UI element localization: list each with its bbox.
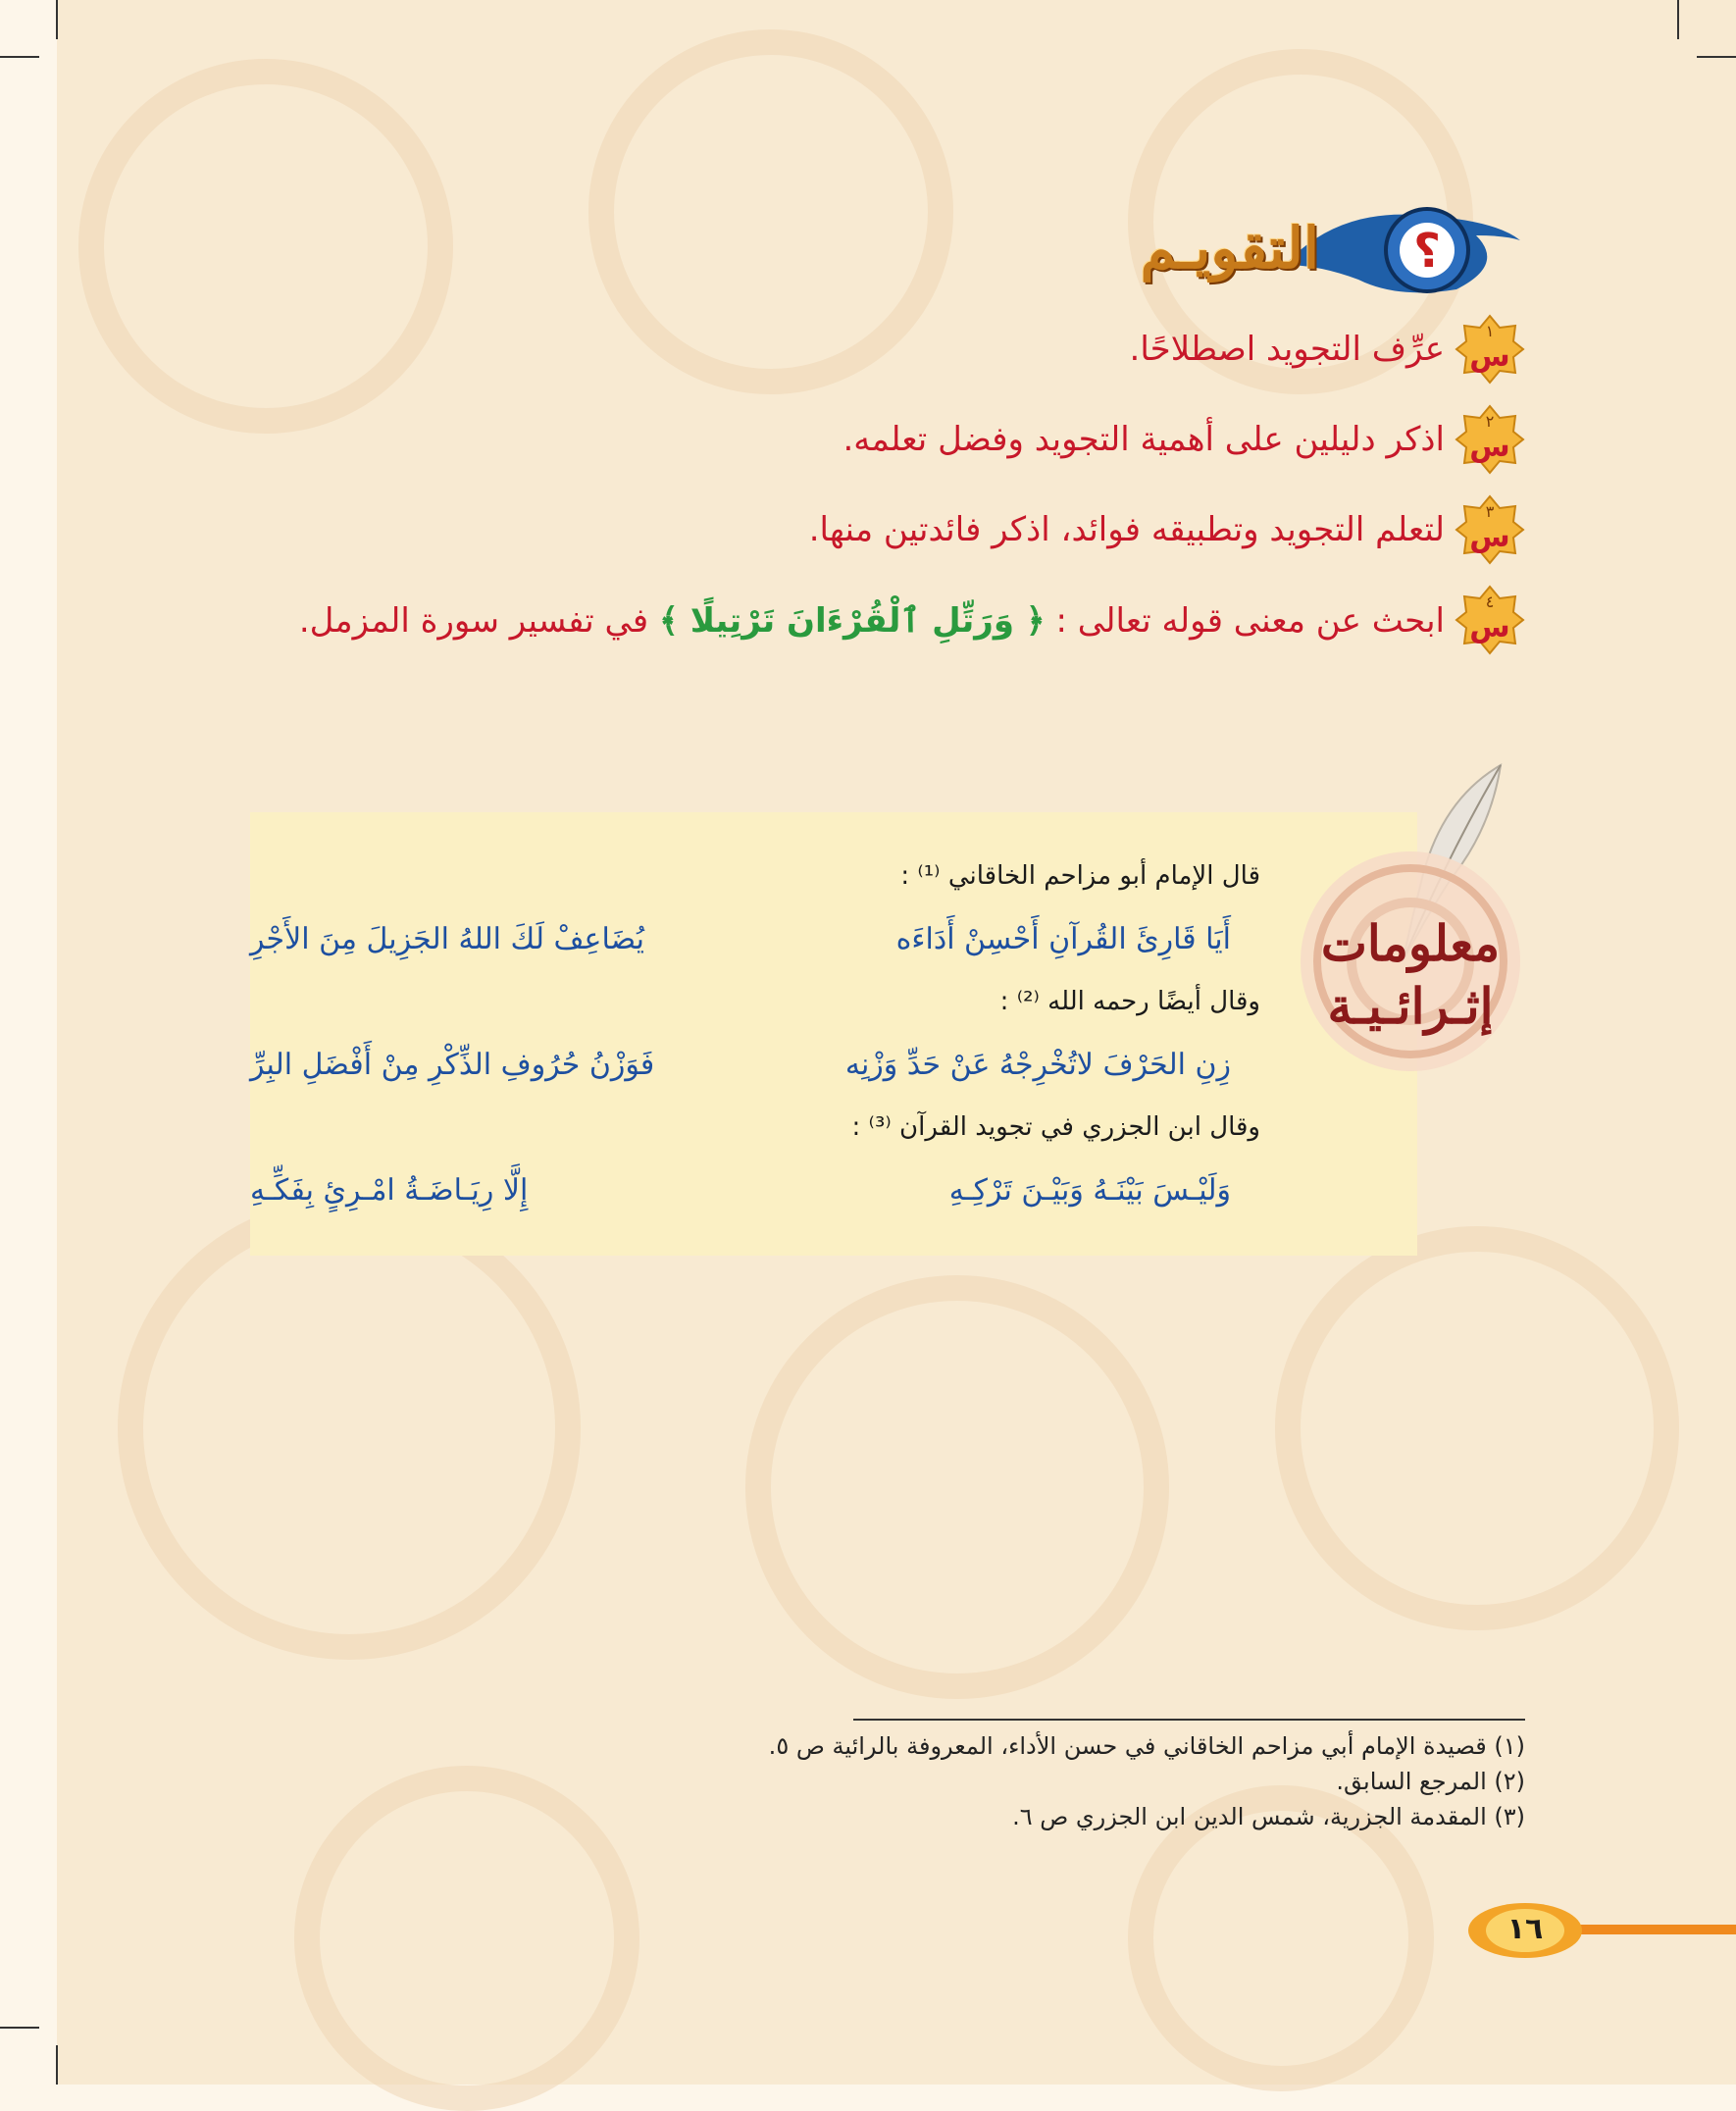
question-letter: س: [1469, 430, 1510, 464]
swirl-ornament: [1275, 1226, 1679, 1630]
swirl-ornament: [745, 1275, 1169, 1699]
swirl-ornament: [294, 1766, 639, 2111]
verse-second-hemistich: إِلَّا رِيَـاضَـةُ امْـرِئٍ بِفَكِّـهِ: [250, 1172, 529, 1208]
question-number-badge: [1455, 494, 1525, 565]
section-header: [1141, 196, 1525, 299]
question-item: [348, 304, 1525, 394]
question-number: ٤: [1485, 592, 1495, 611]
verse-first-hemistich: زِنِ الحَرْفَ لاتُخْرِجْهُ عَنْ حَدِّ وَزْنِه: [844, 1047, 1231, 1082]
poem-block: [250, 851, 1270, 1228]
enrichment-label: [1293, 912, 1528, 1038]
question-text: اذكر دليلين على أهمية التجويد وفضل تعلمه.: [842, 420, 1445, 459]
quran-ayah: ﴿ وَرَتِّلِ ٱلْقُرْءَانَ تَرْتِيلًا ﴾: [658, 600, 1046, 641]
question-text: لتعلم التجويد وتطبيقه فوائد، اذكر فائدتين منها.: [808, 510, 1445, 549]
svg-text:؟: ؟: [1413, 224, 1441, 279]
footnote: (٢) المرجع السابق.: [1336, 1768, 1525, 1795]
crop-mark: [56, 2045, 58, 2085]
question-number-badge: [1455, 404, 1525, 475]
crop-mark: [0, 56, 39, 58]
page-number: ١٦: [1506, 1912, 1544, 1946]
question-number: ١: [1485, 322, 1495, 340]
question-item: [348, 394, 1525, 485]
question-letter: س: [1469, 520, 1510, 554]
question-text: [299, 600, 1445, 641]
question-text-after: في تفسير سورة المزمل.: [298, 600, 649, 641]
question-number: ٣: [1485, 502, 1495, 521]
crop-mark: [1697, 56, 1736, 58]
question-number-badge: [1455, 314, 1525, 385]
poem-intro: وقال ابن الجزري في تجويد القرآن ⁽³⁾ :: [851, 1112, 1260, 1142]
poem-verse: [250, 901, 1270, 977]
question-letter: س: [1469, 339, 1510, 374]
question-number-badge: [1455, 585, 1525, 655]
question-item: [348, 485, 1525, 575]
verse-first-hemistich: وَلَيْـسَ بَيْنَـهُ وَبَيْـنَ تَرْكِـهِ: [948, 1172, 1231, 1208]
footnote: (١) قصيدة الإمام أبي مزاحم الخاقاني في حسن الأداء، المعروفة بالرائية ص ٥.: [768, 1732, 1525, 1760]
enrichment-label-line1: معلومات: [1320, 914, 1501, 972]
crop-mark: [56, 0, 58, 39]
verse-first-hemistich: أَيَا قَارِئَ القُرآنِ أَحْسِنْ أَدَاءَه: [895, 921, 1231, 956]
poem-verse: [250, 1026, 1270, 1103]
footnote: (٣) المقدمة الجزرية، شمس الدين ابن الجزري ص ٦.: [1012, 1803, 1525, 1830]
question-letter: س: [1469, 610, 1510, 644]
section-title: التقويـم: [1140, 214, 1319, 282]
question-text-before: ابحث عن معنى قوله تعالى :: [1055, 600, 1445, 641]
poem-verse: [250, 1152, 1270, 1228]
swirl-ornament: [118, 1197, 581, 1660]
crop-mark: [1677, 0, 1679, 39]
footnotes: [642, 1728, 1525, 1834]
question-item: [298, 575, 1525, 665]
question-list: [298, 304, 1525, 665]
verse-second-hemistich: فَوَزْنُ حُرُوفِ الذِّكْرِ مِنْ أَفْضَلِ البِرِّ: [250, 1047, 655, 1082]
question-number: ٢: [1485, 412, 1495, 431]
enrichment-label-line2: إثـرائـيـة: [1327, 977, 1494, 1035]
footnote-divider: [853, 1719, 1525, 1721]
poem-intro: وقال أيضًا رحمه الله ⁽²⁾ :: [999, 987, 1260, 1016]
verse-second-hemistich: يُضَاعِفْ لَكَ اللهُ الجَزِيلَ مِنَ الأَجْرِ: [250, 921, 644, 956]
question-text: عرِّف التجويد اصطلاحًا.: [1129, 330, 1445, 369]
crop-mark: [0, 2027, 39, 2029]
poem-intro: قال الإمام أبو مزاحم الخاقاني ⁽¹⁾ :: [900, 861, 1260, 891]
